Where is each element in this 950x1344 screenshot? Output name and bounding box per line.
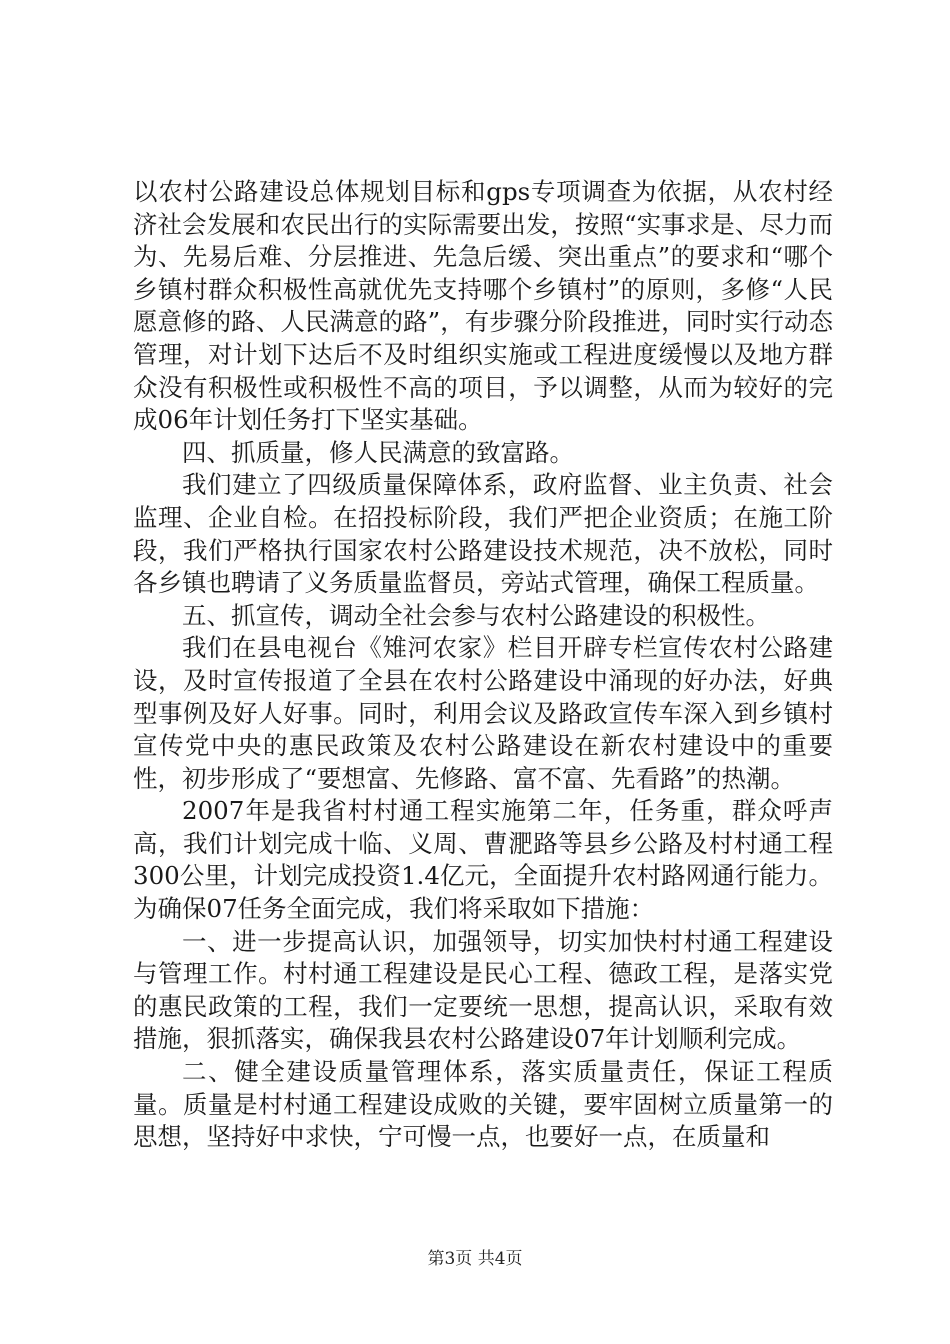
paragraph-2007-plan: 2007年是我省村村通工程实施第二年，任务重，群众呼声高，我们计划完成十临、义周、曹淝路等县乡公路及村村通工程300公里，计划完成投资1.4亿元，全面提升农村路网通行能力。为确保07任务全面完成，我们将采取如下措施： (133, 796, 833, 924)
paragraph-quality-system: 我们建立了四级质量保障体系，政府监督、业主负责、社会监理、企业自检。在招投标阶段，我们严把企业资质；在施工阶段，我们严格执行国家农村公路建设技术规范，决不放松，同时各乡镇也聘请了义务质量监督员，旁站式管理，确保工程质量。 (133, 470, 833, 598)
paragraph-measure-one: 一、进一步提高认识，加强领导，切实加快村村通工程建设与管理工作。村村通工程建设是民心工程、德政工程，是落实党的惠民政策的工程，我们一定要统一思想，提高认识，采取有效措施，狠抓落实，确保我县农村公路建设07年计划顺利完成。 (133, 926, 833, 1054)
paragraph-planning-basis: 以农村公路建设总体规划目标和gps专项调查为依据，从农村经济社会发展和农民出行的实际需要出发，按照“实事求是、尽力而为、先易后难、分层推进、先急后缓、突出重点”的要求和“哪个乡镇村群众积极性高就优先支持哪个乡镇村”的原则，多修“人民愿意修的路、人民满意的路”，有步骤分阶段推进，同时实行动态管理，对计划下达后不及时组织实施或工程进度缓慢以及地方群众没有积极性或积极性不高的项目，予以调整，从而为较好的完成06年计划任务打下坚实基础。 (133, 177, 833, 435)
heading-section-five-publicity: 五、抓宣传，调动全社会参与农村公路建设的积极性。 (182, 600, 770, 630)
paragraph-publicity: 我们在县电视台《雉河农家》栏目开辟专栏宣传农村公路建设，及时宣传报道了全县在农村公路建设中涌现的好办法，好典型事例及好人好事。同时，利用会议及路政宣传车深入到乡镇村宣传党中央的惠民政策及农村公路建设在新农村建设中的重要性，初步形成了“要想富、先修路、富不富、先看路”的热潮。 (133, 633, 833, 793)
heading-section-four-quality: 四、抓质量，修人民满意的致富路。 (182, 437, 574, 467)
page-number-footer: 第3页 共4页 (427, 1249, 523, 1269)
document-body (133, 176, 833, 1154)
paragraph-measure-two: 二、健全建设质量管理体系，落实质量责任，保证工程质量。质量是村村通工程建设成败的关键，要牢固树立质量第一的思想，坚持好中求快，宁可慢一点，也要好一点，在质量和 (133, 1057, 833, 1152)
